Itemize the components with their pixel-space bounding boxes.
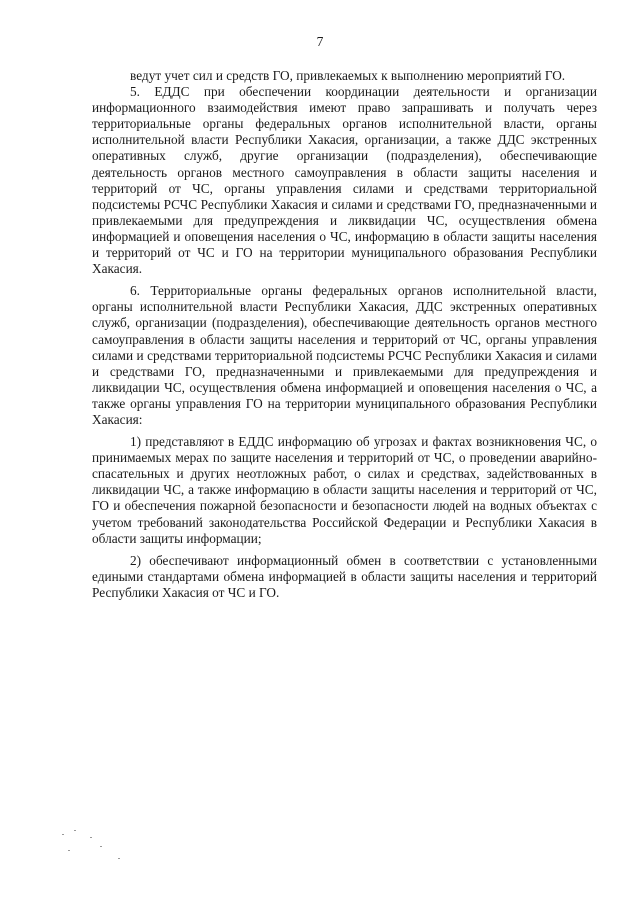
scan-artifact-specks <box>60 828 150 868</box>
paragraph-item-6: 6. Территориальные органы федеральных органов исполнительной власти, органы исполнительной власти Республики Хакасия, ДДС экстренных оперативных служб, организации (подразделения), обеспечивающие деятельность органов местного самоуправления в области защиты населения и территорий от ЧС, органы управления силами и средствами территориальной подсистемы РСЧС Республики Хакасия и силами и средствами ГО, предназначенными и привлекаемыми для предупреждения и ликвидации ЧС, осуществления обмена информацией и оповещения населения о ЧС, а также органы управления ГО на территории муниципального образования Республики Хакасия: <box>92 283 597 427</box>
document-body <box>92 68 597 601</box>
paragraph-continuation: ведут учет сил и средств ГО, привлекаемых к выполнению мероприятий ГО. <box>130 68 566 83</box>
page-number: 7 <box>316 34 324 49</box>
subparagraph-1: 1) представляют в ЕДДС информацию об угрозах и фактах возникновения ЧС, о принимаемых мерах по защите населения и территорий от ЧС, о проведении аварийно-спасательных и других неотложных работ, о силах и средствах, задействованных в ликвидации ЧС, а также информацию в области защиты населения и территорий от ЧС, ГО и обеспечения пожарной безопасности и безопасности людей на водных объектах с учетом требований законодательства Российской Федерации и Республики Хакасия в области защиты информации; <box>92 434 597 546</box>
subparagraph-2: 2) обеспечивают информационный обмен в соответствии с установленными едиными стандартами обмена информацией в области защиты населения и территорий Республики Хакасия от ЧС и ГО. <box>92 552 597 600</box>
paragraph-item-5: 5. ЕДДС при обеспечении координации деятельности и организации информационного взаимодействия имеют право запрашивать и получать через территориальные органы федеральных органов исполнительной власти, органы исполнительной власти Республики Хакасия, организации, а также ДДС экстренных оперативных служб, другие организации (подразделения), обеспечивающие деятельность органов местного самоуправления в области защиты населения и территорий от ЧС, органы управления силами и средствами территориальной подсистемы РСЧС Республики Хакасия и силами и средствами ГО, предназначенными и привлекаемыми для предупреждения и ликвидации ЧС, осуществления обмена информацией и оповещения населения о ЧС, информацию в области защиты населения и территорий от ЧС и ГО на территории муниципального образования Республики Хакасия. <box>92 84 597 277</box>
